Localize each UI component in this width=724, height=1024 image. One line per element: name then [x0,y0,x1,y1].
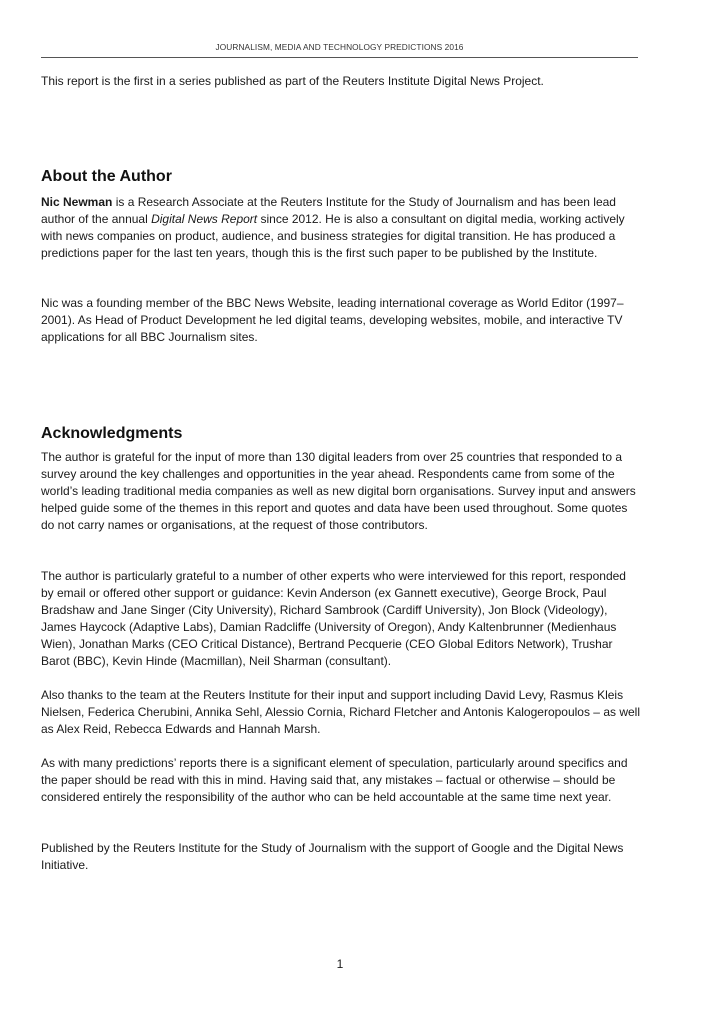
about-author-paragraph-1 [41,194,641,262]
intro-paragraph: This report is the first in a series published as part of the Reuters Institute Digital News Project. [41,74,544,88]
acknowledgments-paragraph-2: The author is particularly grateful to a number of other experts who were interviewed for this report, responded by email or offered other support or guidance: Kevin Anderson (ex Gannett executive), George Brock, Paul Bradshaw and Jane Singer (City University), Richard Sambrook (Cardiff University), Jon Block (Videology), James Haycock (Adaptive Labs), Damian Radcliffe (University of Oregon), Andy Kaltenbrunner (Medienhaus Wien), Jonathan Marks (CEO Critical Distance), Bertrand Pecquerie (CEO Global Editors Network), Trushar Barot (BBC), Kevin Hinde (Macmillan), Neil Sharman (consultant). [41,569,626,668]
acknowledgments-paragraph-4: As with many predictions’ reports there is a significant element of speculation, particularly around specifics and the paper should be read with this in mind. Having said that, any mistakes – factual or otherwise – should be considered entirely the responsibility of the author who can be held accountable at the same time next year. [41,756,628,804]
report-title: Digital News Report [151,211,258,226]
acknowledgments-paragraph-5: Published by the Reuters Institute for the Study of Journalism with the support of Google and the Digital News Initiative. [41,841,624,872]
running-header: JOURNALISM, MEDIA AND TECHNOLOGY PREDICTIONS 2016 [215,42,464,52]
acknowledgments-paragraph-3: Also thanks to the team at the Reuters Institute for their input and support including David Levy, Rasmus Kleis Nielsen, Federica Cherubini, Annika Sehl, Alessio Cornia, Richard Fletcher and Antonis Kalogeropoulos – as well as Alex Reid, Rebecca Edwards and Hannah Marsh. [41,688,640,736]
about-author-paragraph-2: Nic was a founding member of the BBC News Website, leading international coverage as World Editor (1997–2001). As Head of Product Development he led digital teams, developing websites, mobile, and interactive TV applications for all BBC Journalism sites. [41,296,624,344]
about-author-text-a: is a Research Associate at the Reuters Institute for the Study of Journalism and has been lead author of the annual [41,195,616,226]
about-author-heading: About the Author [41,168,172,185]
about-author-text-b: since 2012. He is also a consultant on digital media, working actively with news companies on product, audience, and business strategies for digital transition. He has produced a predictions paper for the last ten years, though this is the first such paper to be published by the Institute. [41,211,625,260]
acknowledgments-paragraph-1: The author is grateful for the input of more than 130 digital leaders from over 25 countries that responded to a survey around the key challenges and opportunities in the year ahead. Respondents came from some of the world’s leading traditional media companies as well as new digital born organisations. Survey input and answers helped guide some of the themes in this report and quotes and data have been used throughout. Some quotes do not carry names or organisations, at the request of those contributors. [41,450,636,532]
header-divider [41,57,638,58]
author-name: Nic Newman [41,195,113,209]
acknowledgments-heading: Acknowledgments [41,425,183,442]
page-number: 1 [336,957,344,971]
